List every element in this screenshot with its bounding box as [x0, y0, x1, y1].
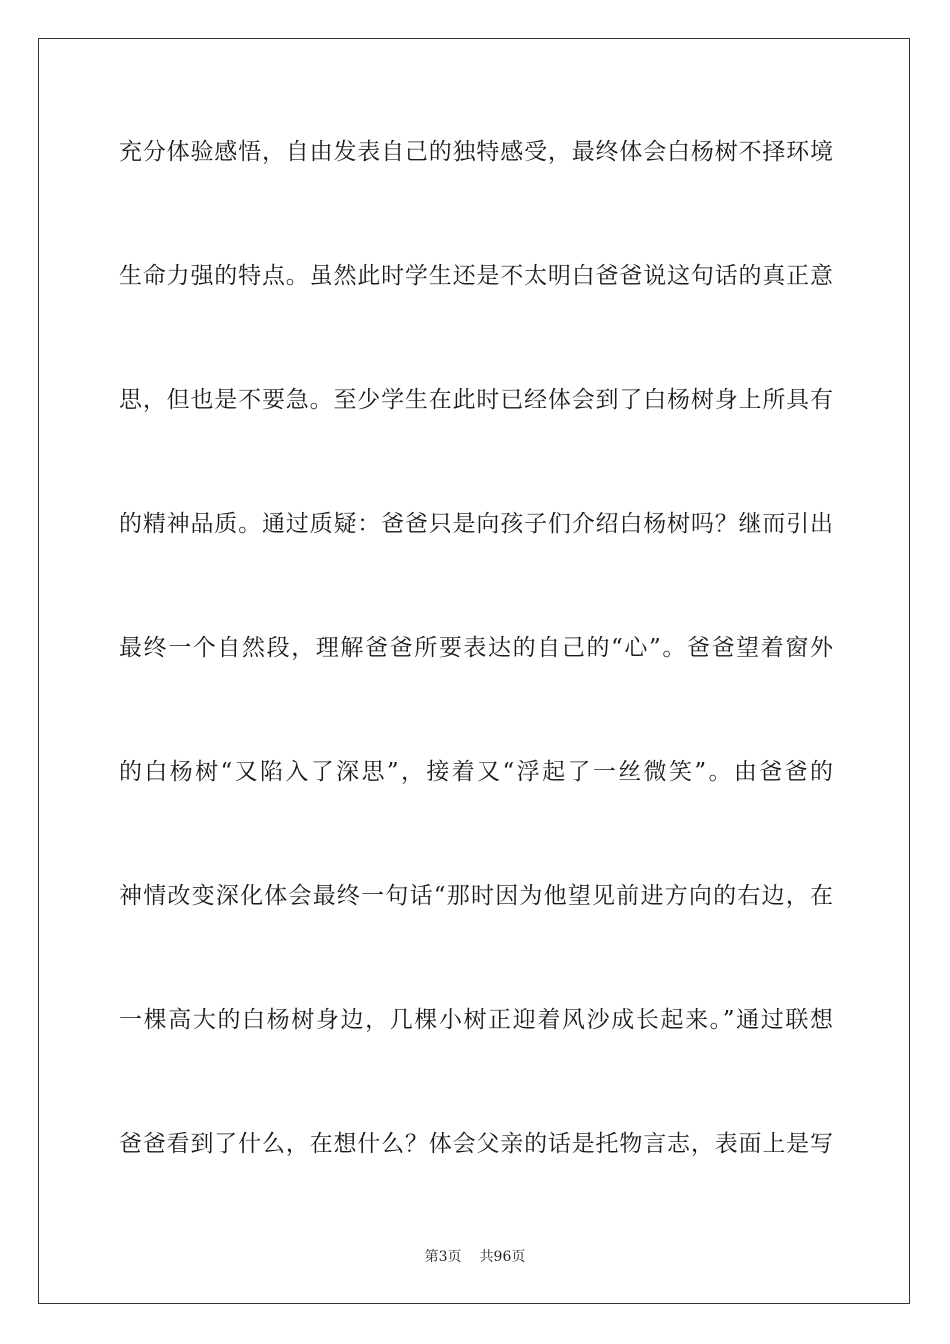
text-line: 神情改变深化体会最终一句话“那时因为他望见前进方向的右边，在: [119, 883, 833, 909]
page-footer: [0, 1246, 950, 1266]
text-line: 爸爸看到了什么，在想什么？体会父亲的话是托物言志，表面上是写: [119, 1131, 833, 1157]
text-line: 最终一个自然段，理解爸爸所要表达的自己的“心”。爸爸望着窗外: [119, 635, 833, 661]
text-line: 充分体验感悟，自由发表自己的独特感受，最终体会白杨树不择环境: [119, 139, 833, 165]
text-line: 的白杨树“又陷入了深思”，接着又“浮起了一丝微笑”。由爸爸的: [119, 759, 833, 785]
page-number: 第3页: [424, 1249, 462, 1265]
text-line: 生命力强的特点。虽然此时学生还是不太明白爸爸说这句话的真正意: [119, 263, 833, 289]
text-line: 的精神品质。通过质疑：爸爸只是向孩子们介绍白杨树吗？继而引出: [119, 511, 833, 537]
document-body: [119, 128, 833, 1244]
page-total: 共96页: [479, 1249, 526, 1265]
text-line: 一棵高大的白杨树身边，几棵小树正迎着风沙成长起来。”通过联想: [119, 1007, 833, 1033]
text-line: 思，但也是不要急。至少学生在此时已经体会到了白杨树身上所具有: [119, 387, 833, 413]
